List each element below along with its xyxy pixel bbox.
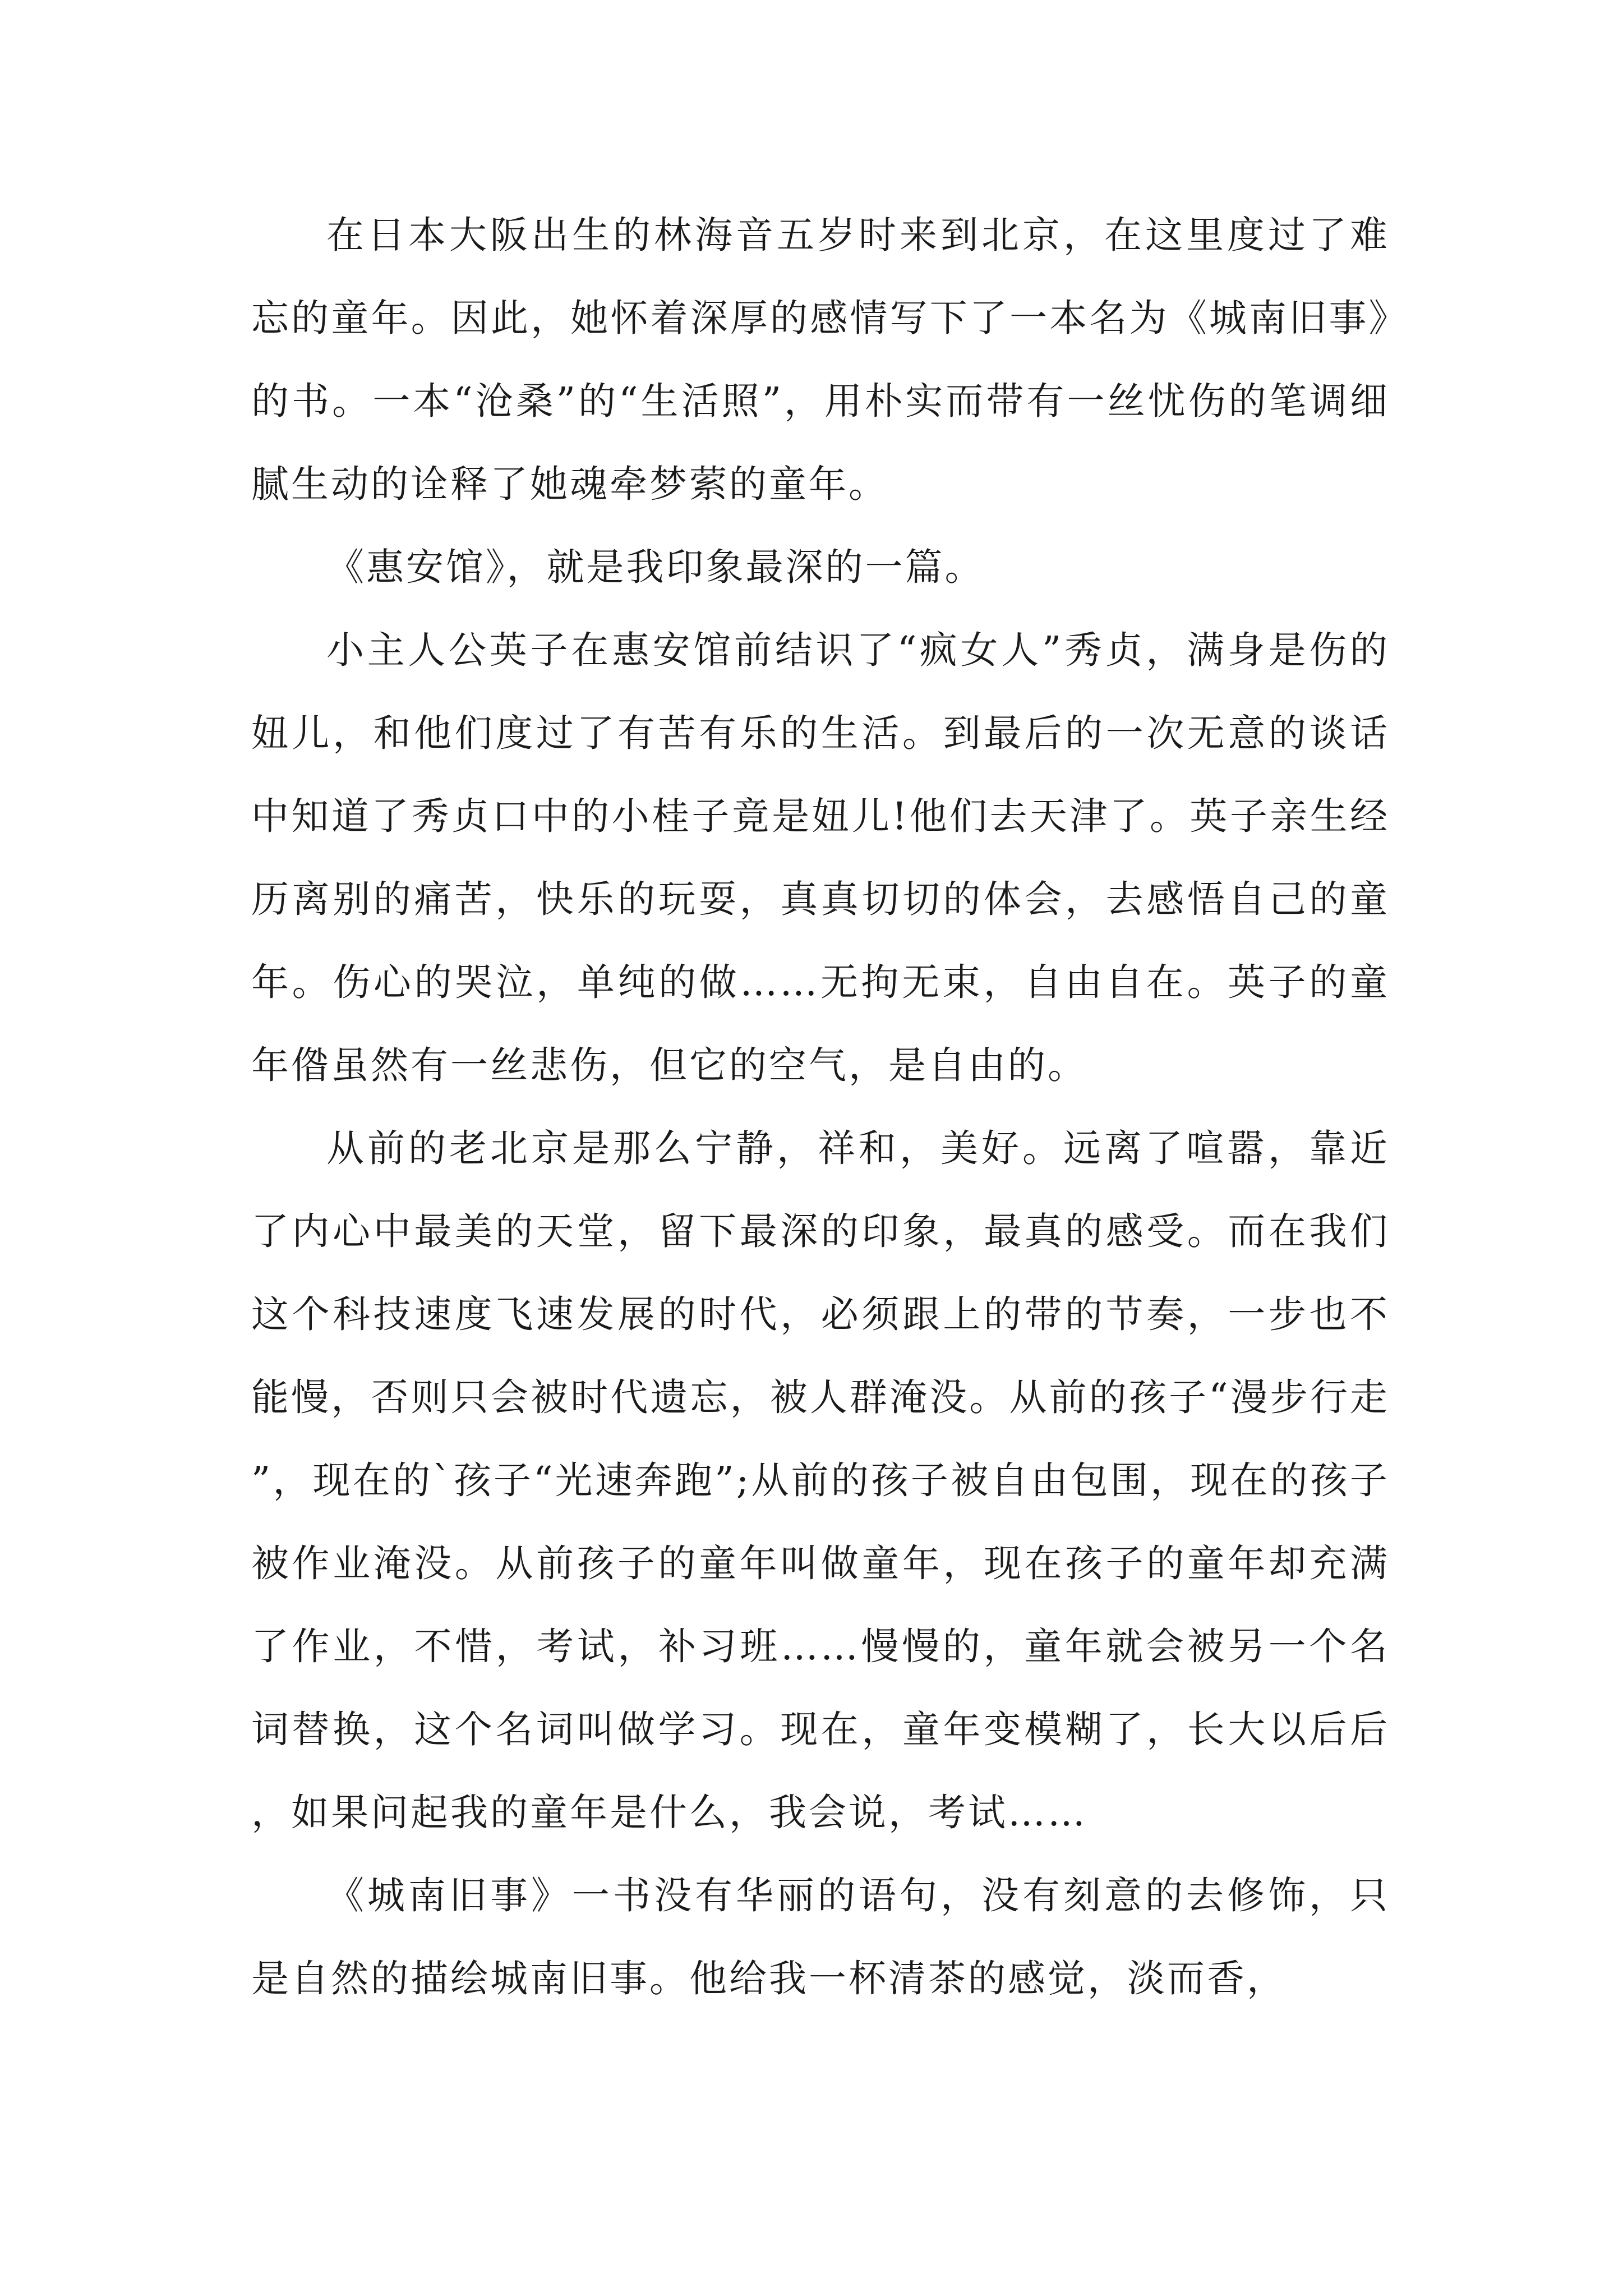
paragraph-4: 从前的老北京是那么宁静，祥和，美好。远离了喧嚣，靠近了内心中最美的天堂，留下最深的印象，最真的感受。而在我们这个科技速度飞速发展的时代，必须跟上的带的节奏，一步也不能慢，否则只会被时代遗忘，被人群淹没。从前的孩子“漫步行走”，现在的`孩子“光速奔跑”;从前的孩子被自由包围，现在的孩子被作业淹没。从前孩子的童年叫做童年，现在孩子的童年却充满了作业，不惜，考试，补习班……慢慢的，童年就会被另一个名词替换，这个名词叫做学习。现在，童年变模糊了，长大以后后，如果问起我的童年是什么，我会说，考试……	[251, 1126, 1390, 1834]
paragraph-3: 小主人公英子在惠安馆前结识了“疯女人”秀贞，满身是伤的妞儿，和他们度过了有苦有乐的生活。到最后的一次无意的谈话中知道了秀贞口中的小桂子竟是妞儿!他们去天津了。英子亲生经历离别的痛苦，快乐的玩耍，真真切切的体会，去感悟自己的童年。伤心的哭泣，单纯的做……无拘无束，自由自在。英子的童年偺虽然有一丝悲伤，但它的空气，是自由的。	[251, 628, 1390, 1087]
paragraph-5: 《城南旧事》一书没有华丽的语句，没有刻意的去修饰，只是自然的描绘城南旧事。他给我一杯清茶的感觉，淡而香，	[251, 1874, 1390, 2000]
article-body	[251, 194, 1390, 2020]
paragraph-1: 在日本大阪出生的林海音五岁时来到北京，在这里度过了难忘的童年。因此，她怀着深厚的感情写下了一本名为《城南旧事》的书。一本“沧桑”的“生活照”，用朴实而带有一丝忧伤的笔调细腻生动的诠释了她魂牵梦萦的童年。	[251, 213, 1390, 506]
paragraph-2: 《惠安馆》，就是我印象最深的一篇。	[326, 545, 985, 589]
